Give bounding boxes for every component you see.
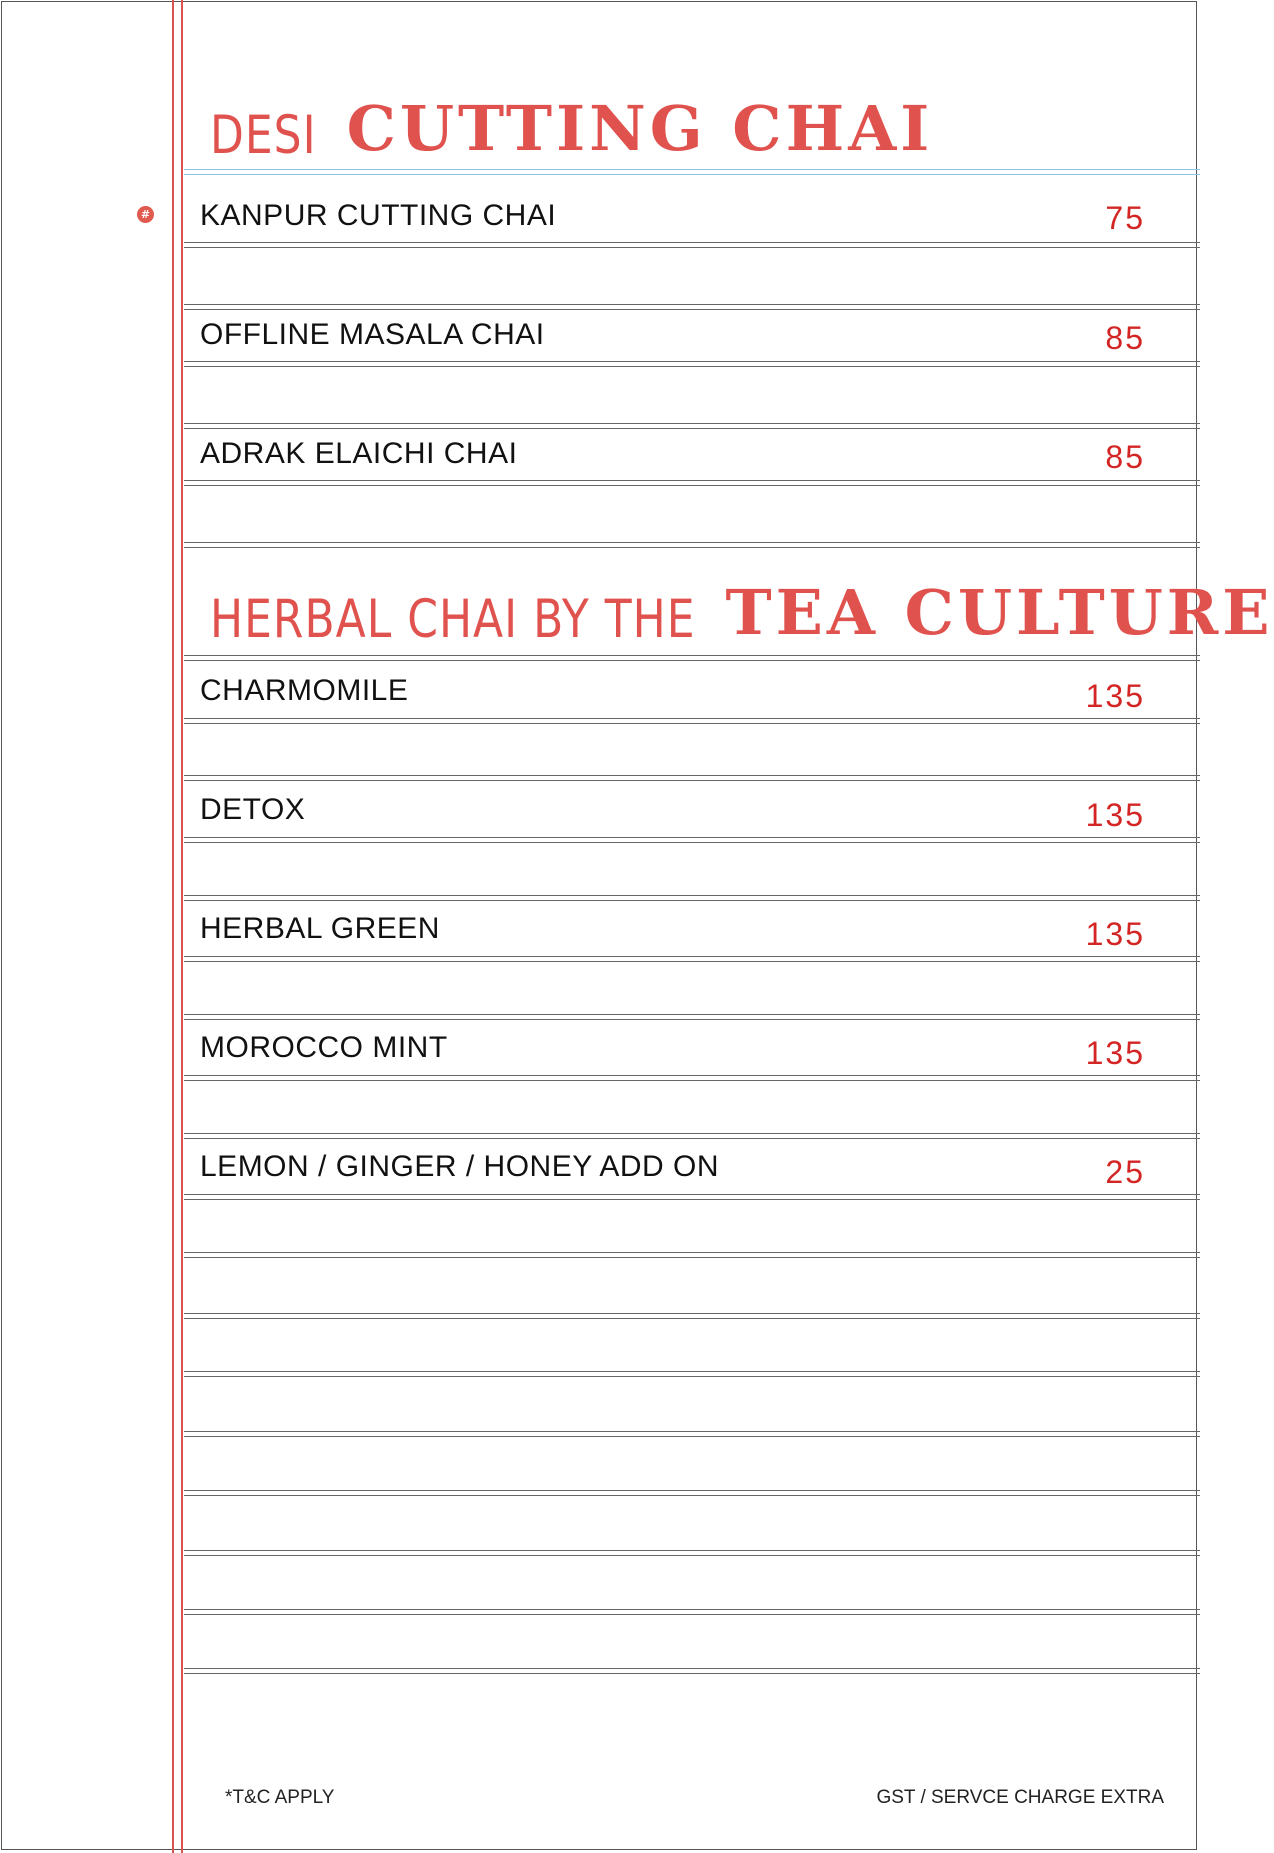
ruled-line [184, 542, 1200, 548]
ruled-line [184, 1431, 1200, 1437]
ruled-line [184, 1313, 1200, 1319]
margin-line-left [172, 0, 174, 1853]
ruled-line [184, 775, 1200, 781]
menu-item-price: 135 [1085, 1035, 1145, 1071]
margin-line-right [181, 0, 183, 1853]
ruled-line [184, 956, 1200, 962]
menu-item-name: KANPUR CUTTING CHAI [200, 199, 557, 232]
ruled-line [184, 1668, 1200, 1674]
ruled-line [184, 1075, 1200, 1081]
ruled-line-blue [184, 169, 1200, 175]
menu-item-name: MOROCCO MINT [200, 1031, 448, 1064]
ruled-line [184, 1609, 1200, 1615]
menu-item-price: 25 [1105, 1154, 1145, 1190]
section-heading-desi-cutting-chai [210, 92, 933, 165]
ruled-line [184, 1550, 1200, 1556]
ruled-line [184, 895, 1200, 901]
ruled-line [184, 1252, 1200, 1258]
ruled-line [184, 423, 1200, 429]
ruled-line [184, 304, 1200, 310]
menu-item-name: DETOX [200, 793, 306, 826]
footer-terms-note: *T&C APPLY [225, 1787, 335, 1808]
section-heading-small: HERBAL CHAI BY THE [210, 588, 696, 651]
section-heading-big: CUTTING CHAI [346, 92, 934, 165]
section-heading-small: DESI [210, 104, 317, 167]
section-heading-herbal-chai [210, 576, 1274, 649]
ruled-line [184, 1371, 1200, 1377]
ruled-line [184, 1133, 1200, 1139]
ruled-line [184, 1014, 1200, 1020]
ruled-line [184, 480, 1200, 486]
hash-marker-icon: # [137, 206, 154, 223]
menu-item-price: 85 [1105, 320, 1145, 356]
ruled-line [184, 837, 1200, 843]
menu-item-price: 135 [1085, 678, 1145, 714]
ruled-line [184, 1194, 1200, 1200]
menu-item-price: 75 [1105, 200, 1145, 236]
section-heading-big: TEA CULTURE [725, 576, 1274, 649]
ruled-line [184, 1490, 1200, 1496]
menu-item-name: OFFLINE MASALA CHAI [200, 318, 545, 351]
ruled-line [184, 361, 1200, 367]
menu-item-name: LEMON / GINGER / HONEY ADD ON [200, 1150, 720, 1183]
ruled-line [184, 655, 1200, 661]
footer-tax-note: GST / SERVCE CHARGE EXTRA [876, 1787, 1164, 1808]
menu-item-name: CHARMOMILE [200, 674, 409, 707]
ruled-line [184, 242, 1200, 248]
menu-item-price: 135 [1085, 797, 1145, 833]
menu-item-price: 85 [1105, 439, 1145, 475]
menu-item-name: HERBAL GREEN [200, 912, 440, 945]
ruled-line [184, 718, 1200, 724]
menu-item-price: 135 [1085, 916, 1145, 952]
menu-item-name: ADRAK ELAICHI CHAI [200, 437, 518, 470]
